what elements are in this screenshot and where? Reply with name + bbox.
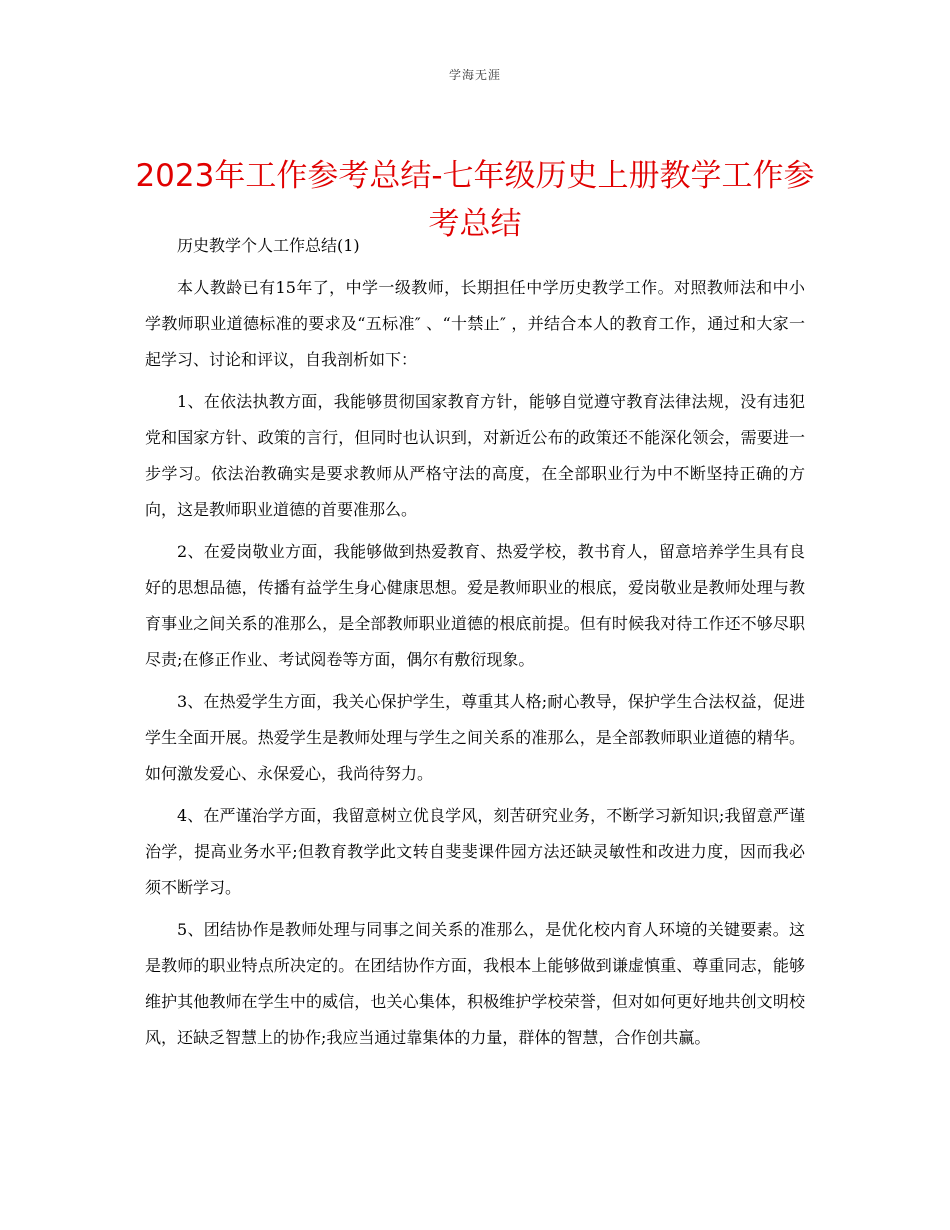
paragraph-4: 4、在严谨治学方面，我留意树立优良学风，刻苦研究业务，不断学习新知识;我留意严谨治学，提高业务水平;但教育教学此文转自斐斐课件园方法还缺灵敏性和改进力度，因而我必须不断学习。 bbox=[145, 806, 805, 897]
section-subtitle: 历史教学个人工作总结(1) bbox=[177, 236, 360, 255]
paragraph-1: 1、在依法执教方面，我能够贯彻国家教育方针，能够自觉遵守教育法律法规，没有违犯党和国家方针、政策的言行，但同时也认识到，对新近公布的政策还不能深化领会，需要进一步学习。依法治教确实是要求教师从严格守法的高度，在全部职业行为中不断坚持正确的方向，这是教师职业道德的首要准那么。 bbox=[145, 392, 805, 519]
paragraph-5: 5、团结协作是教师处理与同事之间关系的准那么，是优化校内育人环境的关键要素。这是教师的职业特点所决定的。在团结协作方面，我根本上能够做到谦虚慎重、尊重同志，能够维护其他教师在学生中的威信，也关心集体，积极维护学校荣誉，但对如何更好地共创文明校风，还缺乏智慧上的协作;我应当通过靠集体的力量，群体的智慧，合作创共赢。 bbox=[145, 920, 805, 1047]
document-body bbox=[145, 228, 805, 1056]
page-header: 学海无涯 bbox=[448, 68, 501, 82]
paragraph-2: 2、在爱岗敬业方面，我能够做到热爱教育、热爱学校，教书育人，留意培养学生具有良好的思想品德，传播有益学生身心健康思想。爱是教师职业的根底，爱岗敬业是教师处理与教育事业之间关系的准那么，是全部教师职业道德的根底前提。但有时候我对待工作还不够尽职尽责;在修正作业、考试阅卷等方面，偶尔有敷衍现象。 bbox=[145, 542, 805, 669]
paragraph-3: 3、在热爱学生方面，我关心保护学生，尊重其人格;耐心教导，保护学生合法权益，促进学生全面开展。热爱学生是教师处理与学生之间关系的准那么，是全部教师职业道德的精华。如何激发爱心、永保爱心，我尚待努力。 bbox=[145, 692, 805, 783]
paragraph-intro: 本人教龄已有15年了，中学一级教师，长期担任中学历史教学工作。对照教师法和中小学教师职业道德标准的要求及“五标准″ 、“十禁止″ ，并结合本人的教育工作，通过和大家一起学习、讨论和评议，自我剖析如下： bbox=[145, 278, 805, 369]
document-title: 2023年工作参考总结-七年级历史上册教学工作参考总结 bbox=[135, 157, 815, 242]
